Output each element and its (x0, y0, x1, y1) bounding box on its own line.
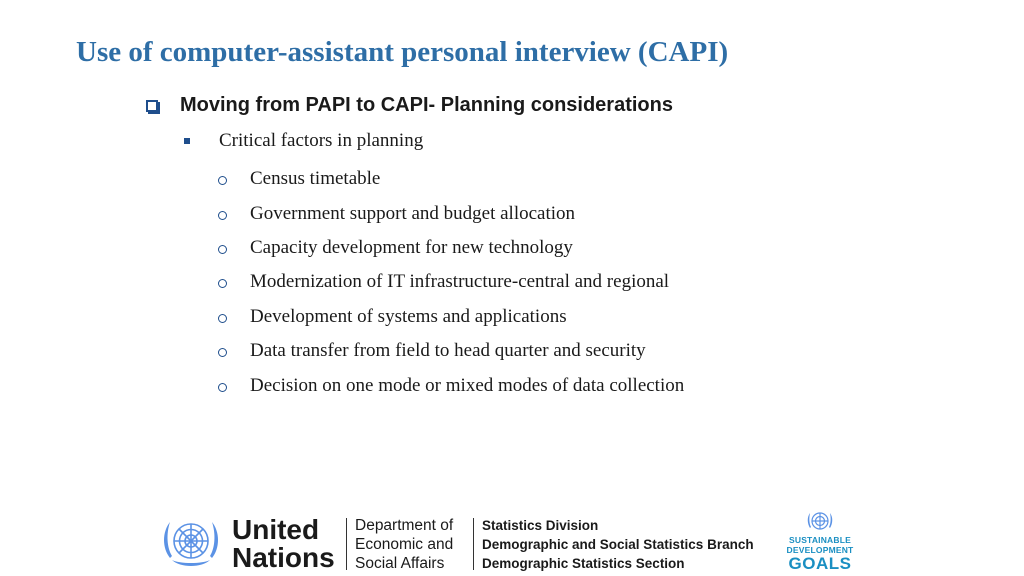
sdg-wheel-icon (807, 510, 833, 534)
circle-bullet-icon (218, 279, 227, 288)
circle-bullet-icon (218, 348, 227, 357)
divider (346, 518, 347, 570)
bullet-level1-text: Moving from PAPI to CAPI- Planning considerations (180, 94, 673, 116)
list-item (218, 231, 684, 265)
divider (473, 518, 474, 570)
statistics-division-label (482, 516, 754, 573)
list-item-text: Modernization of IT infrastructure-central and regional (250, 271, 670, 293)
list-item (218, 368, 684, 402)
list-item (218, 265, 684, 299)
factor-list (218, 162, 684, 403)
desa-line: Economic and (355, 536, 454, 553)
list-item (218, 196, 684, 230)
list-item-text: Development of systems and applications (250, 305, 567, 327)
desa-line: Social Affairs (355, 555, 445, 572)
bullet-level2 (184, 130, 423, 152)
circle-bullet-icon (218, 314, 227, 323)
sdg-line: DEVELOPMENT (786, 545, 854, 555)
list-item-text: Data transfer from field to head quarter and security (250, 340, 646, 362)
desa-label (355, 516, 453, 573)
stats-line: Demographic Statistics Section (482, 556, 685, 571)
list-item (218, 162, 684, 196)
sdg-logo (782, 510, 858, 573)
bullet-level1 (146, 94, 673, 117)
circle-bullet-icon (218, 176, 227, 185)
bullet-level2-text: Critical factors in planning (219, 130, 424, 151)
stats-line: Demographic and Social Statistics Branch (482, 537, 754, 552)
list-item (218, 300, 684, 334)
sdg-goals: GOALS (788, 554, 852, 573)
desa-line: Department of (355, 517, 454, 534)
list-item (218, 334, 684, 368)
slide-title: Use of computer-assistant personal interview (CAPI) (76, 36, 729, 68)
un-emblem-icon (160, 514, 222, 572)
circle-bullet-icon (218, 383, 227, 392)
list-item-text: Government support and budget allocation (250, 202, 576, 224)
list-item-text: Capacity development for new technology (250, 236, 573, 258)
square-bullet-icon (184, 138, 190, 144)
circle-bullet-icon (218, 211, 227, 220)
stats-line: Statistics Division (482, 518, 599, 533)
checkbox-bullet-icon (146, 100, 158, 112)
un-wordmark-line: Nations (232, 542, 335, 573)
sdg-line: SUSTAINABLE (788, 535, 851, 545)
list-item-text: Decision on one mode or mixed modes of data collection (250, 374, 685, 396)
un-wordmark (232, 516, 335, 572)
circle-bullet-icon (218, 245, 227, 254)
list-item-text: Census timetable (250, 168, 381, 190)
footer-logos (160, 510, 860, 572)
un-wordmark-line: United (232, 514, 320, 545)
